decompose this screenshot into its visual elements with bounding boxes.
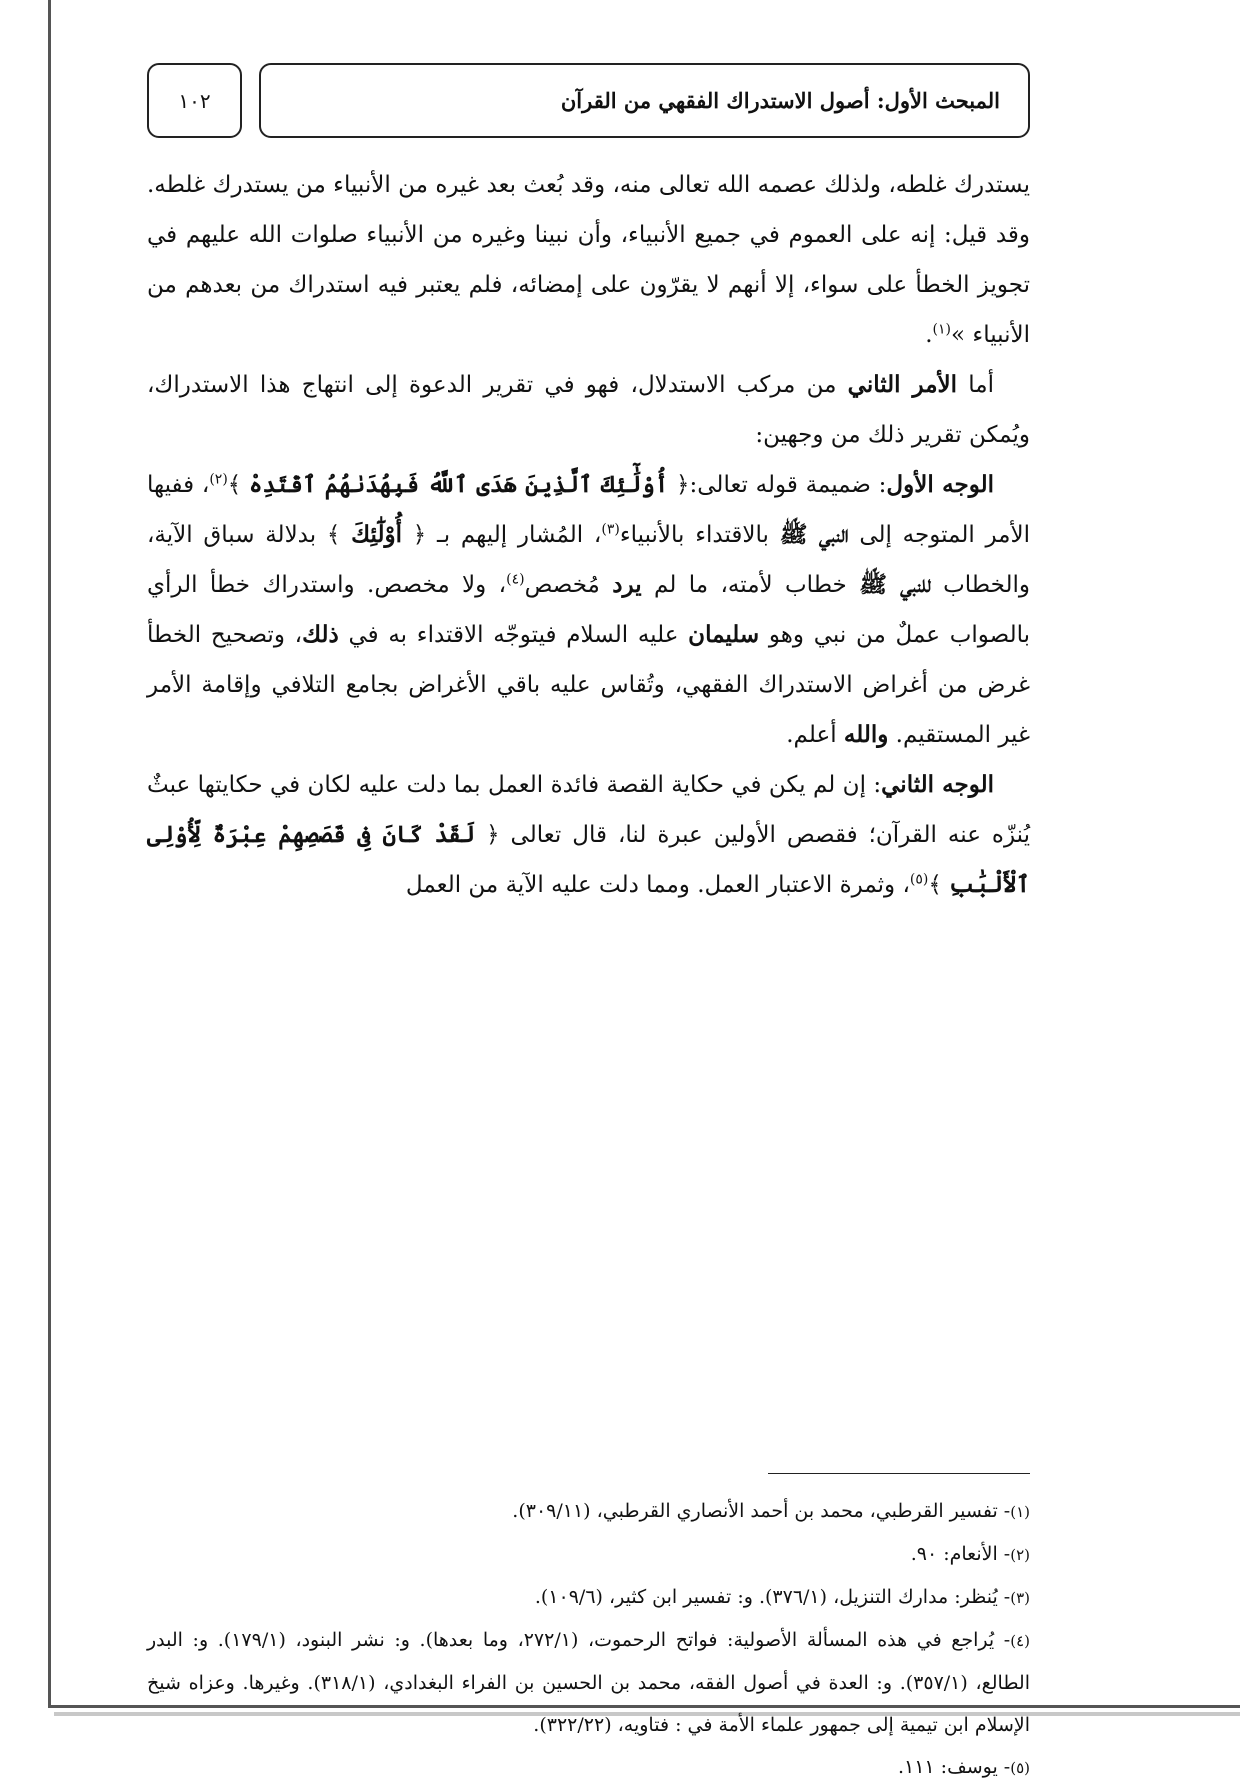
footnote-ref[interactable]: (١) <box>932 321 951 338</box>
footnote-ref[interactable]: (٥) <box>909 871 929 888</box>
paragraph: الوجه الأول: ضميمة قوله تعالى:﴿ أُوْلَٰٓئِكَ ٱلَّذِينَ هَدَى ٱللَّهُ فَبِهُدَىٰهُمُ ٱقْتَدِهْ ﴾$^{(٢)}$، ففيها الأمر المتوجه إلى النبي ﷺ بالاقتداء بالأنبياء$^{(٣)}$، المُشار إليهم بـ ﴿ أُوْلَٰٓئِكَ ﴾ بدلالة سباق الآية، والخطاب للنبي ﷺ خطاب لأمته، ما لم يرد مُخصص$^{(٤)}$، ولا مخصص. واستدراك خطأ الرأي بالصواب عملٌ من نبي وهو سليمان عليه السلام فيتوجّه الاقتداء به في ذلك، وتصحيح الخطأ غرض من أغراض الاستدراك الفقهي، وتُقاس عليه باقي الأغراض بجامع التلافي وإقامة الأمر غير المستقيم. والله أعلم. <box>147 471 1030 748</box>
section-label: الوجه الثاني <box>881 771 994 798</box>
page-number: ١٠٢ <box>147 63 242 138</box>
footnote-ref[interactable]: (٤) <box>506 571 525 588</box>
footnote-number: (٢) <box>1010 1546 1030 1564</box>
footnote-ref[interactable]: (٣) <box>601 521 620 538</box>
footnote: (٤)- يُراجع في هذه المسألة الأصولية: فواتح الرحموت، (٢٧٢/١، وما بعدها). و: نشر البنود، (١٧٩/١). و: البدر الطالع، (٣٥٧/١). و: العدة في أصول الفقه، محمد بن الحسين بن الفراء البغدادي، (٣١٨/١). وغيرها. وعزاه شيخ الإسلام ابن تيمية إلى جمهور علماء الأمة في : فتاويه، (٣٢٢/٢٢). <box>147 1629 1030 1736</box>
emphasis: ذلك <box>302 621 339 648</box>
header-title: المبحث الأول: أصول الاستدراك الفقهي من القرآن <box>560 88 1000 113</box>
paragraph: الوجه الثاني: إن لم يكن في حكاية القصة فائدة العمل بما دلت عليه لكان في حكايتها عبثٌ يُنزّه عنه القرآن؛ فقصص الأولين عبرة لنا، قال تعالى ﴿ لَقَدْ كَانَ فِى قَصَصِهِمْ عِبْرَةٌ لِّأُوْلِى ٱلْأَلْبَٰبِ ﴾$^{(٥)}$، وثمرة الاعتبار العمل. ومما دلت عليه الآية من العمل <box>147 771 1031 898</box>
footnote: (١)- تفسير القرطبي، محمد بن أحمد الأنصاري القرطبي، (٣٠٩/١١). <box>512 1500 1030 1522</box>
paragraph: يستدرك غلطه، ولذلك عصمه الله تعالى منه، وقد بُعث بعد غيره من الأنبياء من يستدرك غلطه. وقد قيل: إنه على العموم في جميع الأنبياء، وأن نبينا وغيره من الأنبياء صلوات الله عليهم في تجويز الخطأ على سواء، إلا أنهم لا يقرّون على إمضائه، فلم يعتبر فيه استدراك من بعدهم من الأنبياء »$^{(١)}$. <box>147 172 1030 348</box>
running-header <box>259 63 1030 138</box>
section-label: الوجه الأول <box>886 471 994 498</box>
emphasis: الأمر الثاني <box>847 371 958 398</box>
emphasis: سليمان <box>688 621 760 648</box>
paragraph: أما الأمر الثاني من مركب الاستدلال، فهو في تقرير الدعوة إلى انتهاج هذا الاستدراك، ويُمكن تقرير ذلك من وجهين: <box>147 371 1030 448</box>
footnote-number: (٤) <box>1010 1632 1030 1650</box>
quran-word: أُوْلَٰٓئِكَ <box>351 521 402 548</box>
emphasis: النبي ﷺ <box>779 521 849 548</box>
footnote: (٥)- يوسف: ١١١. <box>897 1756 1030 1778</box>
footnote: (٢)- الأنعام: ٩٠. <box>910 1543 1030 1565</box>
footnote-number: (٥) <box>1010 1759 1030 1777</box>
footnote: (٣)- يُنظر: مدارك التنزيل، (٣٧٦/١). و: تفسير ابن كثير، (١٠٩/٦). <box>534 1586 1030 1608</box>
footnote-number: (١) <box>1010 1503 1030 1521</box>
footnote-separator <box>768 1473 1030 1474</box>
main-text <box>147 160 1030 910</box>
footnote-ref[interactable]: (٢) <box>209 471 228 488</box>
emphasis: يرد <box>612 571 642 598</box>
footnote-number: (٣) <box>1010 1589 1030 1607</box>
emphasis: والله <box>843 721 889 748</box>
quran-verse: أُوْلَٰٓئِكَ ٱلَّذِينَ هَدَى ٱللَّهُ فَبِهُدَىٰهُمُ ٱقْتَدِهْ <box>248 471 669 498</box>
footnotes <box>147 1490 1030 1789</box>
emphasis: للنبي ﷺ <box>859 571 931 598</box>
quran-verse: لَقَدْ كَانَ فِى قَصَصِهِمْ عِبْرَةٌ لِّأُوْلِى ٱلْأَلْبَٰبِ <box>147 821 1030 898</box>
